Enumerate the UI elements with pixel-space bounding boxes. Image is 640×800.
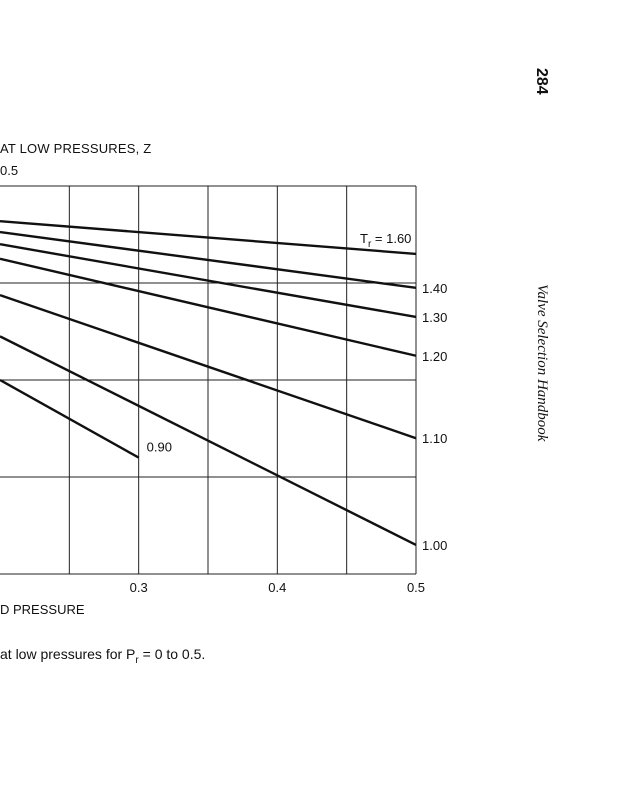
figure-caption xyxy=(0,646,205,666)
series-label: 1.40 xyxy=(422,280,448,296)
chart-series-labels xyxy=(147,231,448,553)
series-label: 1.20 xyxy=(422,348,448,364)
series-label: 1.00 xyxy=(422,537,448,553)
chart-x-ticks xyxy=(130,580,425,595)
caption-prefix: at low pressures for P xyxy=(0,646,136,662)
series-label-tr xyxy=(360,231,411,250)
chart-subtitle: 0.5 xyxy=(0,163,19,178)
series-label: 1.30 xyxy=(422,309,448,325)
tr-subscript: r xyxy=(367,239,372,250)
x-tick-label: 0.4 xyxy=(268,580,287,595)
caption-suffix: = 0 to 0.5. xyxy=(138,646,206,662)
caption-subscript: r xyxy=(135,654,139,666)
tr-suffix: = 1.60 xyxy=(371,231,412,246)
series-label: 0.90 xyxy=(146,439,172,455)
chart-grid xyxy=(0,186,416,574)
tr-symbol: T xyxy=(360,231,368,246)
page-number: 284 xyxy=(533,68,550,95)
x-axis-label: D PRESSURE xyxy=(0,602,85,617)
x-tick-label: 0.5 xyxy=(406,580,426,595)
running-head: Valve Selection Handbook xyxy=(534,284,550,442)
series-label: 1.10 xyxy=(422,431,448,447)
chart-title: AT LOW PRESSURES, Z xyxy=(0,141,152,156)
x-tick-label: 0.3 xyxy=(129,580,148,595)
